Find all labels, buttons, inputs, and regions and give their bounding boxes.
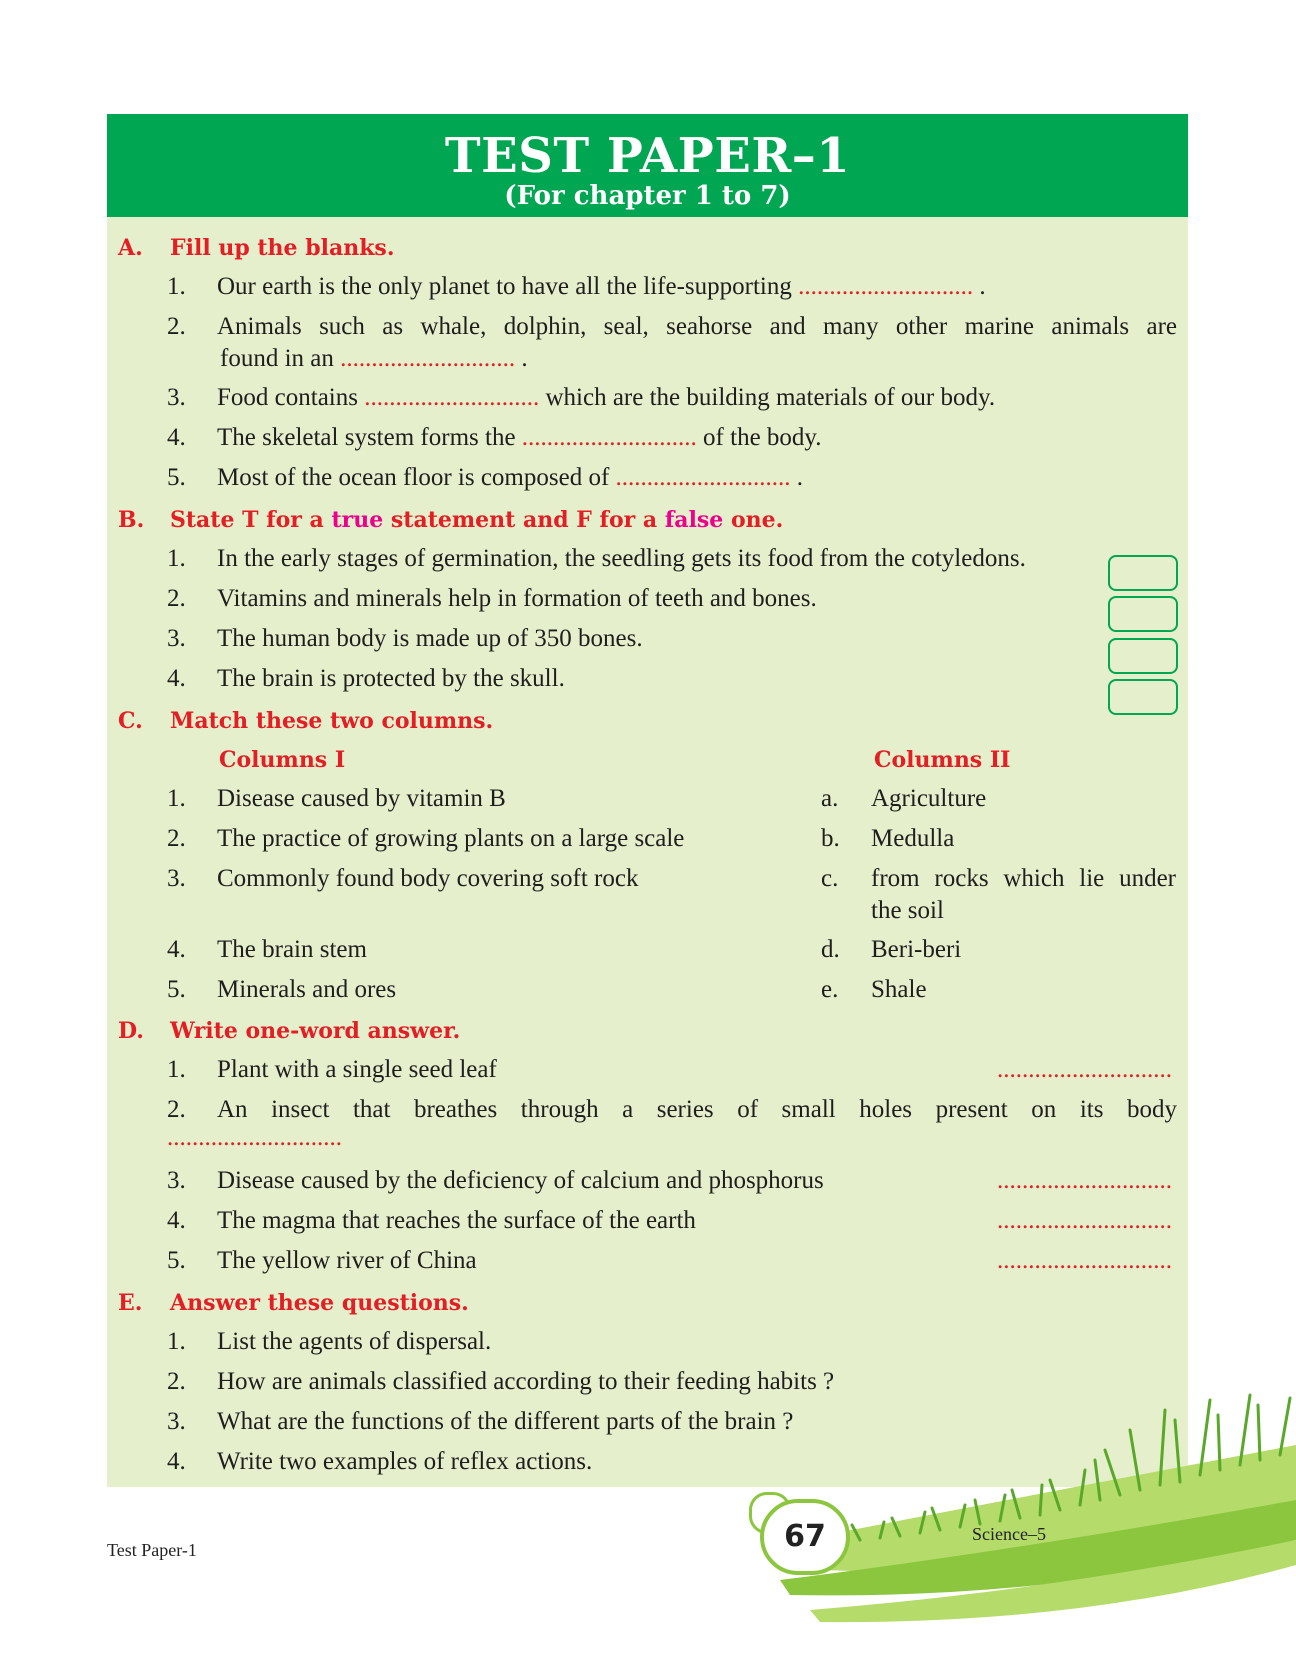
item-number: 3. <box>167 1167 186 1194</box>
list-item <box>167 271 986 303</box>
item-text: which are the building materials of our body. <box>545 384 996 411</box>
item-text: . <box>979 273 986 300</box>
answer-box[interactable] <box>1108 555 1178 591</box>
list-item <box>167 462 803 494</box>
match-option <box>821 974 1176 1006</box>
section-letter: B. <box>118 507 145 533</box>
item-number: 3. <box>167 384 186 411</box>
item-number: 4. <box>167 1207 186 1234</box>
list-item <box>167 422 822 454</box>
list-item <box>167 663 565 695</box>
page-number: 67 <box>760 1499 850 1575</box>
page-subtitle: (For chapter 1 to 7) <box>504 181 791 211</box>
item-number: 5. <box>167 464 186 491</box>
item-text: found in an <box>220 345 334 372</box>
section-title: Write one-word answer. <box>170 1018 461 1044</box>
blank-line[interactable]: ............................ <box>340 345 516 372</box>
blank-line[interactable]: ............................ <box>364 384 540 411</box>
item-text: Vitamins and minerals help in formation of teeth and bones. <box>217 585 817 612</box>
item-text: The human body is made up of 350 bones. <box>217 625 643 652</box>
section-title: State T for a <box>170 507 324 533</box>
option-text: from rocks which lie under <box>871 865 1176 892</box>
item-text: Plant with a single seed leaf <box>217 1056 497 1083</box>
item-number: 1. <box>167 1328 186 1355</box>
item-text: Food contains <box>217 384 358 411</box>
section-letter: A. <box>118 235 143 261</box>
item-text: List the agents of dispersal. <box>217 1328 492 1355</box>
item-text: . <box>796 464 804 491</box>
title-banner <box>107 114 1188 217</box>
item-number: 4. <box>167 424 186 451</box>
item-number: 2. <box>167 313 186 340</box>
section-title: Match these two columns. <box>170 708 494 734</box>
section-letter: E. <box>118 1290 143 1316</box>
list-item <box>167 1165 824 1197</box>
match-option <box>821 934 1176 966</box>
item-number: 2. <box>167 1368 186 1395</box>
item-text: The brain stem <box>217 936 367 963</box>
answer-box[interactable] <box>1108 638 1178 674</box>
list-item <box>167 974 396 1006</box>
list-item <box>167 311 1177 375</box>
blank-line[interactable]: ............................ <box>997 1247 1172 1274</box>
item-text: The practice of growing plants on a large scale <box>217 825 685 852</box>
item-number: 1. <box>167 1056 186 1083</box>
item-text: . <box>521 345 528 372</box>
list-item <box>167 623 643 655</box>
blank-line[interactable]: ............................ <box>997 1167 1172 1194</box>
item-text: Animals such as whale, dolphin, seal, seahorse and many other marine animals are <box>217 313 1177 340</box>
list-item <box>167 934 367 966</box>
section-e-heading <box>118 1290 469 1316</box>
list-item <box>167 1326 491 1358</box>
option-text: Agriculture <box>871 785 987 812</box>
item-text: Disease caused by the deficiency of calcium and phosphorus <box>217 1167 824 1194</box>
option-letter: d. <box>821 936 840 963</box>
list-item <box>167 1205 696 1237</box>
section-title: one. <box>730 507 784 533</box>
blank-line[interactable]: ............................ <box>615 464 791 491</box>
item-number: 2. <box>167 1096 186 1123</box>
answer-box[interactable] <box>1108 679 1178 715</box>
blank-line[interactable]: ............................ <box>997 1207 1172 1234</box>
test-content <box>107 217 1188 1487</box>
item-number: 4. <box>167 665 186 692</box>
item-text: Minerals and ores <box>217 976 397 1003</box>
item-text: In the early stages of germination, the seedling gets its food from the cotyledons. <box>217 545 1026 572</box>
item-text: Our earth is the only planet to have all the life-supporting <box>217 273 792 300</box>
list-item <box>167 1054 497 1086</box>
section-c-heading <box>118 708 493 734</box>
answer-box[interactable] <box>1108 596 1178 632</box>
match-option <box>821 783 1176 815</box>
list-item <box>167 1245 477 1277</box>
grass-decoration <box>780 1390 1296 1656</box>
item-text: Commonly found body covering soft rock <box>217 865 639 892</box>
item-text: The magma that reaches the surface of the earth <box>217 1207 696 1234</box>
blank-line[interactable]: ............................ <box>521 424 697 451</box>
section-letter: D. <box>118 1018 144 1044</box>
item-number: 3. <box>167 1408 186 1435</box>
item-text: of the body. <box>703 424 822 451</box>
item-text: Most of the ocean floor is composed of <box>217 464 610 491</box>
blank-line[interactable]: ............................ <box>798 273 974 300</box>
option-text: Medulla <box>871 825 955 852</box>
list-item <box>167 823 684 855</box>
section-a-heading <box>118 235 394 261</box>
item-number: 1. <box>167 545 186 572</box>
option-text: the soil <box>871 897 944 924</box>
item-number: 4. <box>167 936 186 963</box>
section-d-heading <box>118 1018 460 1044</box>
item-number: 3. <box>167 865 186 892</box>
option-text: Beri-beri <box>871 936 962 963</box>
option-letter: e. <box>821 976 839 1003</box>
blank-line[interactable]: ............................ <box>997 1056 1172 1083</box>
section-title: false <box>664 507 724 533</box>
item-text: How are animals classified according to their feeding habits ? <box>217 1368 835 1395</box>
item-text: The brain is protected by the skull. <box>217 665 565 692</box>
item-text: The yellow river of China <box>217 1247 477 1274</box>
item-number: 2. <box>167 585 186 612</box>
list-item <box>167 783 506 815</box>
item-number: 2. <box>167 825 186 852</box>
item-text: Disease caused by vitamin B <box>217 785 506 812</box>
item-number: 4. <box>167 1448 186 1475</box>
item-number: 3. <box>167 625 186 652</box>
item-text: An insect that breathes through a series of small holes present on its body <box>217 1096 1177 1123</box>
list-item <box>167 1406 793 1438</box>
item-number: 1. <box>167 785 186 812</box>
list-item <box>167 863 638 895</box>
blank-line[interactable]: ............................ <box>167 1124 342 1151</box>
option-letter: c. <box>821 865 839 892</box>
match-option <box>821 823 1176 855</box>
item-text: What are the functions of the different parts of the brain ? <box>217 1408 794 1435</box>
item-text: Write two examples of reflex actions. <box>217 1448 593 1475</box>
footer-title: Test Paper-1 <box>107 1540 197 1560</box>
page-title: TEST PAPER–1 <box>444 128 851 184</box>
section-title: Fill up the blanks. <box>170 235 395 261</box>
item-number: 5. <box>167 1247 186 1274</box>
section-title: Answer these questions. <box>170 1290 469 1316</box>
match-option <box>821 863 1176 927</box>
list-item <box>167 1094 1177 1154</box>
item-number: 1. <box>167 273 186 300</box>
section-b-heading <box>118 507 783 533</box>
option-letter: b. <box>821 825 840 852</box>
column-header: Columns II <box>874 747 1011 773</box>
item-number: 5. <box>167 976 186 1003</box>
item-text: The skeletal system forms the <box>217 424 516 451</box>
section-title: statement and F for a <box>390 507 658 533</box>
list-item <box>167 583 817 615</box>
footer-book: Science–5 <box>972 1524 1046 1544</box>
list-item <box>167 1446 592 1478</box>
list-item <box>167 382 995 414</box>
option-text: Shale <box>871 976 927 1003</box>
section-letter: C. <box>118 708 143 734</box>
list-item <box>167 543 1026 575</box>
option-letter: a. <box>821 785 839 812</box>
column-header: Columns I <box>219 747 346 773</box>
list-item <box>167 1366 834 1398</box>
section-title: true <box>331 507 384 533</box>
